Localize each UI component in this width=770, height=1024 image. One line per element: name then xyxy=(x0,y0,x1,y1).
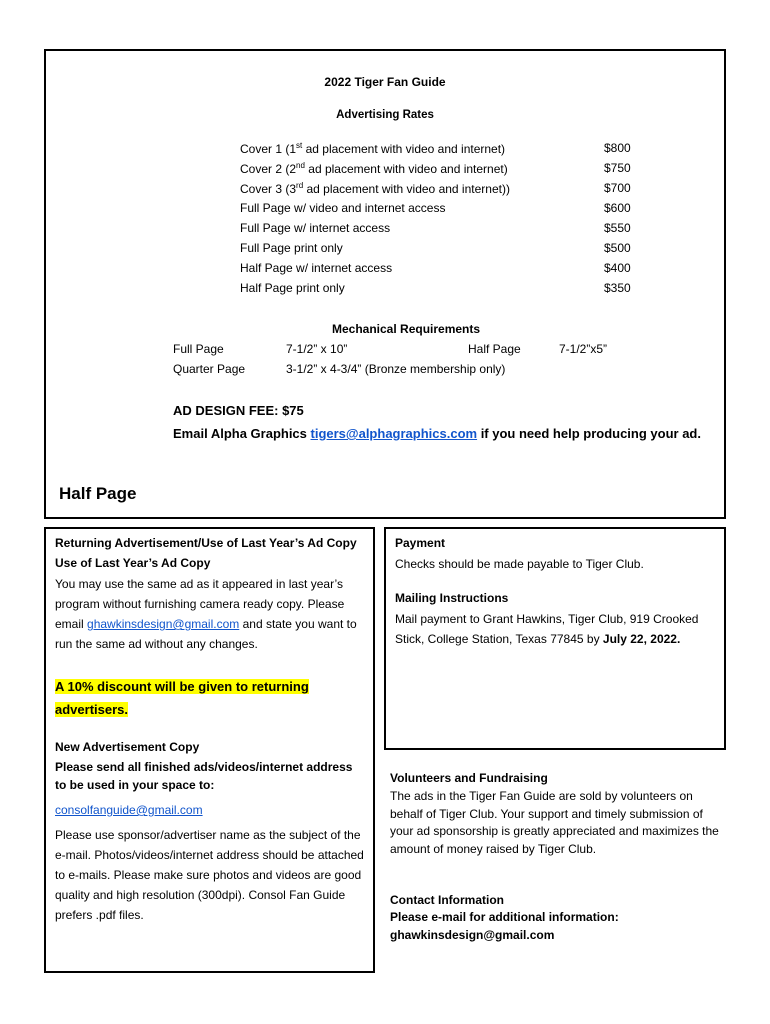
rates-box xyxy=(44,49,726,519)
fanguide-email-link[interactable]: consolfanguide@gmail.com xyxy=(55,803,203,817)
mailing-body xyxy=(395,609,720,649)
rate-row xyxy=(240,241,640,261)
rate-price: $400 xyxy=(604,261,631,275)
payment-heading: Payment xyxy=(395,536,446,550)
design-help-line xyxy=(173,426,701,441)
rate-price: $550 xyxy=(604,221,631,235)
mechanical-title: Mechanical Requirements xyxy=(332,322,481,336)
volunteers-heading: Volunteers and Fundraising xyxy=(390,771,548,785)
rate-label xyxy=(240,181,510,196)
rate-label-text: Half Page w/ internet access xyxy=(240,261,393,275)
half-page-size: 7-1/2”x5” xyxy=(559,342,608,356)
full-page-label: Full Page xyxy=(173,342,224,356)
rate-price: $600 xyxy=(604,201,631,215)
returning-body-pre: You may use the same ad as it appeared in last year’s program without furnishing camera ready copy. Please email xyxy=(55,577,345,631)
rate-label-sup: st xyxy=(296,141,303,150)
rate-row xyxy=(240,181,640,201)
design-help-pre: Email Alpha Graphics xyxy=(173,426,311,441)
mailing-deadline: July 22, 2022. xyxy=(602,632,681,646)
rate-price: $500 xyxy=(604,241,631,255)
rate-price: $750 xyxy=(604,161,631,175)
returning-heading: Returning Advertisement/Use of Last Year’s Ad Copy xyxy=(55,536,357,550)
returning-ad-box xyxy=(44,527,375,973)
returning-body-post: and state you want to run the same ad without any changes. xyxy=(55,617,357,651)
alphagraphics-email-link[interactable]: tigers@alphagraphics.com xyxy=(310,426,478,441)
rate-row xyxy=(240,201,640,221)
rate-price: $800 xyxy=(604,141,631,155)
rate-row xyxy=(240,161,640,181)
rate-row xyxy=(240,141,640,161)
rate-row xyxy=(240,281,640,301)
rate-label-sup: nd xyxy=(296,161,305,170)
half-page-label: Half Page xyxy=(468,342,521,356)
rate-label-rest: ad placement with video and internet) xyxy=(304,162,508,176)
rate-label-text: Cover 2 (2 xyxy=(240,162,297,176)
rate-label-text: Half Page print only xyxy=(240,281,345,295)
discount-notice xyxy=(55,675,309,721)
returning-subheading: Use of Last Year’s Ad Copy xyxy=(55,556,211,570)
rate-label-text: Cover 1 (1 xyxy=(240,142,297,156)
rate-label xyxy=(240,281,345,295)
design-fee: AD DESIGN FEE: $75 xyxy=(173,403,304,418)
mailing-address: Mail payment to Grant Hawkins, Tiger Club, 919 Crooked Stick, College Station, Texas 77845 by xyxy=(395,612,699,646)
rate-price: $700 xyxy=(604,181,631,195)
rate-label-text: Full Page w/ internet access xyxy=(240,221,391,235)
mailing-heading: Mailing Instructions xyxy=(395,591,509,605)
rate-label-sup: rd xyxy=(296,181,304,190)
new-ad-body: Please use sponsor/advertiser name as the subject of the e-mail. Photos/videos/internet address should be attached to e-mails. Please make sure photos and videos are good quality and high resolution (300dpi). Consol Fan Guide prefers .pdf files. xyxy=(55,828,364,922)
rate-label xyxy=(240,261,392,275)
rate-label xyxy=(240,221,390,235)
half-page-heading: Half Page xyxy=(59,484,137,503)
rate-price: $350 xyxy=(604,281,631,295)
document-title: 2022 Tiger Fan Guide xyxy=(324,75,446,89)
contact-instruction: Please e-mail for additional information: xyxy=(390,910,619,924)
design-help-post: if you need help producing your ad. xyxy=(477,426,701,441)
rate-label-text: Full Page print only xyxy=(240,241,343,255)
quarter-page-size: 3-1/2” x 4-3/4” (Bronze membership only) xyxy=(286,362,506,376)
rate-row xyxy=(240,221,640,241)
rate-label-text: Cover 3 (3 xyxy=(240,182,297,196)
full-page-size: 7-1/2” x 10” xyxy=(286,342,348,356)
discount-line-1: A 10% discount will be given to returning xyxy=(55,679,309,694)
payment-box xyxy=(384,527,726,750)
rate-label xyxy=(240,161,508,176)
ghawkins-email-link[interactable]: ghawkinsdesign@gmail.com xyxy=(87,617,240,631)
rate-row xyxy=(240,261,640,281)
contact-email: ghawkinsdesign@gmail.com xyxy=(390,928,555,942)
contact-heading: Contact Information xyxy=(390,893,504,907)
discount-line-2: advertisers. xyxy=(55,702,128,717)
rates-subtitle: Advertising Rates xyxy=(336,109,434,121)
rate-label xyxy=(240,141,505,156)
rate-label xyxy=(240,241,343,255)
returning-body xyxy=(55,574,367,654)
new-ad-heading: New Advertisement Copy xyxy=(55,740,200,754)
payment-body: Checks should be made payable to Tiger Club. xyxy=(395,557,644,571)
rate-label-text: Full Page w/ video and internet access xyxy=(240,201,446,215)
rate-label-rest: ad placement with video and internet)) xyxy=(303,182,510,196)
new-ad-instruction: Please send all finished ads/videos/internet address to be used in your space to: xyxy=(55,760,353,792)
volunteers-body: The ads in the Tiger Fan Guide are sold by volunteers on behalf of Tiger Club. Your support and timely submission of your ad sponsorship is greatly appreciated and maximizes the amount of money raised by Tiger Club. xyxy=(390,789,719,856)
quarter-page-label: Quarter Page xyxy=(173,362,246,376)
rate-label xyxy=(240,201,445,215)
rate-label-rest: ad placement with video and internet) xyxy=(302,142,506,156)
